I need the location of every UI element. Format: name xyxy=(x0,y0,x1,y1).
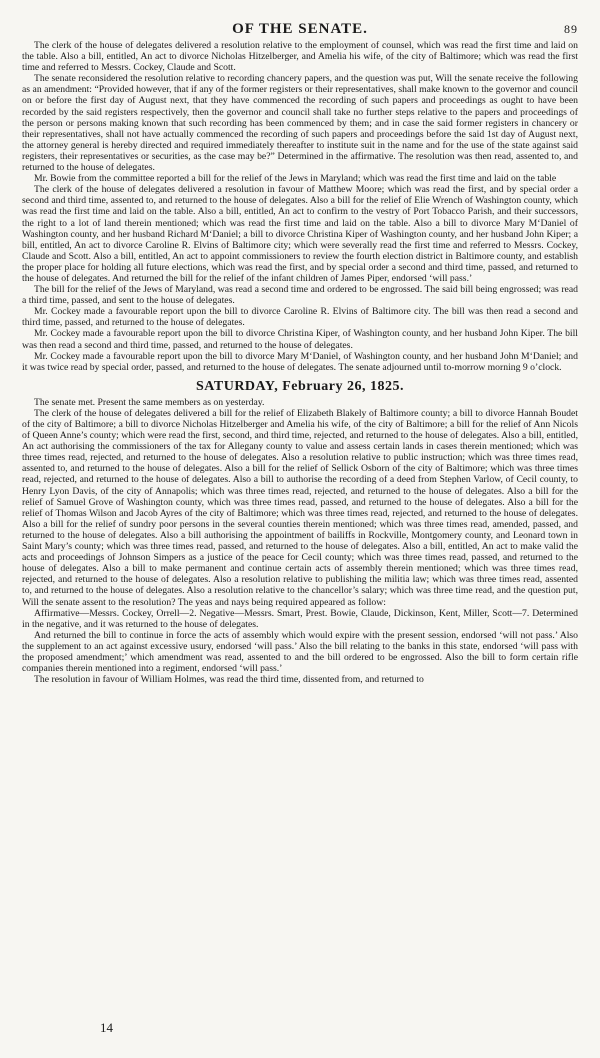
paragraph: Mr. Cockey made a favourable report upon the bill to divorce Caroline R. Elvins of Baltimore city. The bill was then read a second and third time, passed, and returned to the house of delegates. xyxy=(22,306,578,329)
paragraph: And returned the bill to continue in force the acts of assembly which would expire with the present session, endorsed ‘will not pass.’ Also the supplement to an act against excessive usury, endorsed ‘will pass.’ Also the bill relating to the banks in this state, endorsed ‘will pass with the proposed amendment;’ which amendment was read, assented to and the bill ordered to be engrossed. Also the bill to form certain rifle companies therein mentioned into a regiment, endorsed ‘will pass.’ xyxy=(22,629,578,675)
paragraph: The senate met. Present the same members as on yesterday. xyxy=(34,396,265,408)
paragraph: Mr. Bowie from the committee reported a bill for the relief of the Jews in Maryland; which was read the first time and laid on the table xyxy=(34,173,557,185)
senate-proceedings-part-1 xyxy=(22,40,578,373)
paragraph: The clerk of the house of delegates delivered a resolution relative to the employment of counsel, which was read the first time and laid on the table. Also a bill, entitled, An act to divorce Nicholas Hitzelberger, and Amelia his wife, of the city of Baltimore; which was read the first time and referred to Messrs. Cockey, Claude and Scott. xyxy=(22,40,578,74)
paragraph: Mr. Cockey made a favourable report upon the bill to divorce Mary M‘Daniel, of Washington county, and her husband John M‘Daniel; and it was twice read by special order, passed, and returned to the house of delegates. The senate adjourned until to-morrow morning 9 o’clock. xyxy=(22,350,578,373)
page-title: OF THE SENATE. xyxy=(232,21,368,37)
running-head xyxy=(22,18,578,40)
signature-mark: 14 xyxy=(100,1020,113,1035)
page-number: 89 xyxy=(564,22,578,36)
paragraph: Mr. Cockey made a favourable report upon the bill to divorce Christina Kiper, of Washington county, and her husband John Kiper. The bill was then read a second and third time, passed, and returned to the house of delegates. xyxy=(22,328,578,351)
senate-proceedings-part-2 xyxy=(22,397,578,685)
paragraph: The bill for the relief of the Jews of Maryland, was read a second time and ordered to be engrossed. The said bill being engrossed; was read a third time, passed, and sent to the house of delegates. xyxy=(22,284,578,307)
paragraph: The senate reconsidered the resolution relative to recording chancery papers, and the question was put, Will the senate receive the following as an amendment: “Provided however, that if any of the former registers or their representatives, shall make known to the governor and council on or before the first day of August next, that they have commenced the recording of such papers and proceedings as ought to have been recorded by the said registers respectively, then the governor and council shall take no further steps relative to the papers and proceedings of the person or persons making known that such recording has been commenced by them; and in case the said former registers in chancery or their representatives, shall not have actually commenced the recording of such papers and proceedings before the said 1st day of August next, the attorney general is hereby directed and required immediately thereafter to institute suit in the name and for the use of the state against said registers, their representatives or securities, as the case may be?” Determined in the affirmative. The resolution was then read, assented to, and returned to the house of delegates. xyxy=(22,73,578,174)
paragraph: The clerk of the house of delegates delivered a resolution in favour of Matthew Moore; which was read the first, and by special order a second and third time, assented to, and returned to the house of delegates. Also a bill for the relief of Elie Wrench of Washington county, which was read the first time and laid on the table. Also a bill, entitled, An act to confirm to the vestry of Port Tobacco Parish, and their successors, the right to a lot of land therein mentioned; which was read the first time and laid on the table. Also a bill to divorce Mary M‘Daniel of Washington county, and her husband Richard M‘Daniel; a bill to divorce Christina Kiper of Washington county, and her husband John Kiper; a bill, entitled, An act to divorce Caroline R. Elvins of Baltimore city; which were severally read the first time and referred to Messrs. Cockey, Claude and Scott. Also a bill, entitled, An act to appoint commissioners to review the fourth election district in Baltimore county, and establish the proper place for holding all future elections, which was read the first, and by special order a second and third time, passed, and returned to the house of delegates. And returned the bill for the relief of the infant children of James Piper, endorsed ‘will pass.’ xyxy=(22,184,578,284)
date-heading: SATURDAY, February 26, 1825. xyxy=(196,378,404,394)
paragraph: The resolution in favour of William Holmes, was read the third time, dissented from, and returned to xyxy=(34,674,424,686)
paragraph: Affirmative—Messrs. Cockey, Orrell—2. Negative—Messrs. Smart, Prest. Bowie, Claude, Dickinson, Kent, Miller, Scott—7. Determined in the negative, and it was returned to the house of delegates. xyxy=(22,607,578,630)
paragraph: The clerk of the house of delegates delivered a bill for the relief of Elizabeth Blakely of Baltimore county; a bill to divorce Hannah Boudet of the city of Baltimore; a bill to divorce Nicholas Hitzelberger and Amelia his wife, of the city of Baltimore; a bill for the relief of Ann Nicols of Queen Anne’s county; which were read the first, second, and third time, rejected, and returned to the house of delegates. Also a bill, entitled, An act authorising the commissioners of the tax for Allegany county to value and assess certain lands in cases therein mentioned; which was three times read, rejected, and returned to the house of delegates. Also a resolution relative to public instruction; which was three times read, assented to, and returned to the house of delegates. Also a bill for the relief of Sellick Osborn of the city of Baltimore; which was three times read, rejected, and returned to the house of delegates. Also a bill to authorise the recording of a deed from Stephen Varlow, of Cecil county, to Henry Lyon Davis, of the city of Annapolis; which was three times read, rejected, and returned to the house of delegates. Also a bill for the relief of Samuel Grove of Washington county, which was three times read, passed, and returned to the house of delegates. Also a bill for the relief of Thomas Wilson and Jacob Ayres of the city of Baltimore; which was three times read, rejected, and returned to the house of delegates. Also a bill for the relief of sundry poor persons in the several counties therein mentioned; which was three times read, amended, passed, and returned to the house of delegates. Also a bill authorising the appointment of bailiffs in Rockville, Montgomery county, and Leonard town in Saint Mary’s county; which was three times read, passed, and returned to the house of delegates. Also a bill, entitled, An act to make valid the acts and proceedings of Johnson Simpers as a justice of the peace for Cecil county; which was three times read, passed, and returned to the house of delegates. Also a bill to make permanent and continue certain acts of assembly therein mentioned; which was three times read, rejected, and returned to the house of delegates. Also a resolution relative to publishing the militia law; which was three times read, assented to, and returned to the house of delegates. Also a resolution relative to the chancellor’s salary; which was three time read, and the question put, Will the senate assent to the resolution? The yeas and nays being required appeared as follow: xyxy=(22,407,578,608)
